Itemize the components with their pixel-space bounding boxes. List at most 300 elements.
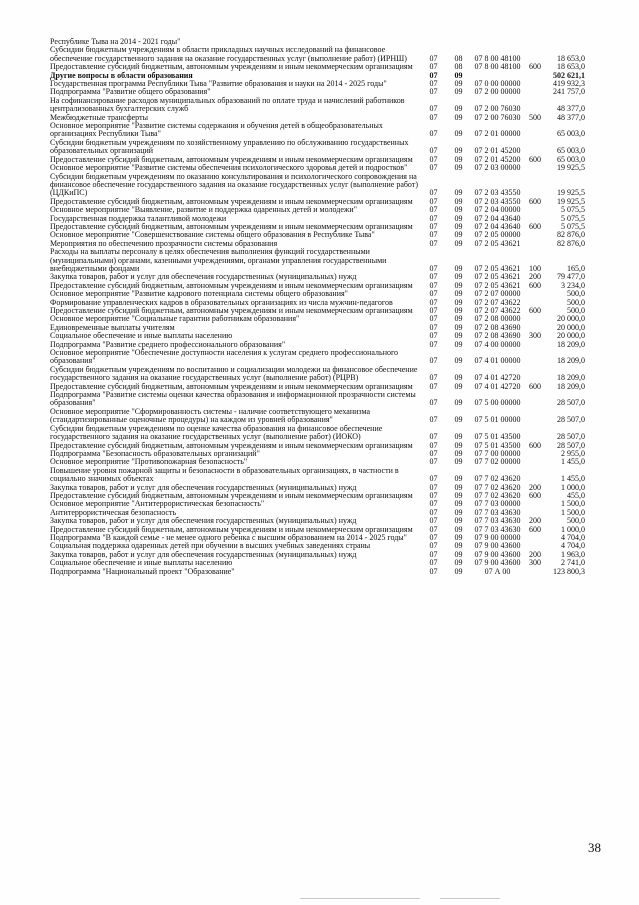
expense-type-code <box>525 349 545 366</box>
target-item-code: 07 9 00 43600 <box>474 558 521 568</box>
expense-type-code <box>525 139 545 156</box>
amount: 18 209,0 <box>557 356 585 366</box>
amount: 1 500,0 <box>561 499 585 509</box>
section-code: 07 <box>429 146 438 156</box>
table-row <box>50 391 585 408</box>
amount: 65 003,0 <box>557 146 585 156</box>
row-description: Основное мероприятие "Развитие системы обеспечения психологического здоровья детей и подростков" <box>50 163 408 173</box>
amount: 455,0 <box>567 490 585 500</box>
subsection-code: 09 <box>454 331 463 341</box>
section-code: 07 <box>429 306 438 315</box>
row-description: Социальное обеспечение и иные выплаты населению <box>50 558 233 568</box>
amount: 28 507,0 <box>557 415 585 425</box>
section-code: 07 <box>429 62 438 72</box>
amount: 500,0 <box>567 289 585 299</box>
row-description: Предоставление субсидий бюджетным, автономным учреждениям и иным некоммерческим организациям <box>50 196 413 206</box>
section-code: 07 <box>429 516 438 526</box>
target-item-code: 07 2 08 43690 <box>474 331 521 341</box>
row-description: Формирование управленческих кадров в образовательных организациях из числа мужчин-педагогов <box>50 297 393 307</box>
table-row <box>50 139 585 156</box>
target-item-code: 07 5 01 43500 <box>474 432 521 442</box>
row-description: Государственная программа Республики Тыва "Развитие образования и науки на 2014 - 2025 годы" <box>50 79 387 89</box>
target-item-code: 07 2 05 43621 <box>474 238 521 248</box>
row-description: Предоставление субсидий бюджетным, автономным учреждениям и иным некоммерческим организациям <box>50 280 413 290</box>
target-item-code: 07 4 00 00000 <box>474 339 521 349</box>
expense-type-code: 600 <box>529 154 541 164</box>
subsection-code: 09 <box>454 490 463 500</box>
amount: 20 000,0 <box>557 331 585 341</box>
section-code: 07 <box>429 104 438 114</box>
target-item-code: 07 4 01 42720 <box>474 373 521 383</box>
expense-type-code <box>525 500 545 508</box>
subsection-code: 09 <box>454 314 463 324</box>
section-code: 07 <box>429 490 438 500</box>
section-code: 07 <box>429 79 438 89</box>
subsection-code: 09 <box>454 196 463 206</box>
amount: 82 876,0 <box>557 230 585 240</box>
subsection-code: 09 <box>454 230 463 240</box>
section-code: 07 <box>429 398 438 408</box>
section-code: 07 <box>429 230 438 240</box>
target-item-code: 07 2 01 45200 <box>474 154 521 164</box>
amount: 1 000,0 <box>561 482 585 492</box>
page-number: 38 <box>588 840 601 855</box>
section-code: 07 <box>429 541 438 551</box>
row-description: Антитеррористическая безопасность <box>50 507 177 517</box>
expense-type-code <box>525 122 545 139</box>
row-description: Другие вопросы в области образования <box>50 70 193 80</box>
section-code <box>420 38 447 46</box>
section-code: 07 <box>429 196 438 206</box>
target-item-code: 07 7 03 43630 <box>474 516 521 526</box>
amount: 1 500,0 <box>561 507 585 517</box>
amount: 65 003,0 <box>557 154 585 164</box>
subsection-code: 09 <box>454 566 463 576</box>
target-item-code: 07 0 00 00000 <box>474 79 521 89</box>
row-description: Подпрограмма "Развитие среднего профессионального образования" <box>50 339 286 349</box>
target-item-code: 07 2 03 00000 <box>474 163 521 173</box>
section-code: 07 <box>429 381 438 391</box>
amount: 1 455,0 <box>561 474 585 484</box>
section-code: 07 <box>429 566 438 576</box>
table-row <box>50 173 585 198</box>
budget-table <box>50 38 585 576</box>
expense-type-code <box>525 88 545 96</box>
expense-type-code: 300 <box>529 558 541 568</box>
amount: 18 209,0 <box>557 381 585 391</box>
table-row <box>50 408 585 425</box>
section-code: 07 <box>429 507 438 517</box>
subsection-code: 09 <box>454 297 463 307</box>
table-row <box>50 349 585 366</box>
amount: 2 955,0 <box>561 448 585 458</box>
section-code: 07 <box>429 448 438 458</box>
subsection-code: 09 <box>454 306 463 315</box>
amount: 3 234,0 <box>561 280 585 290</box>
row-description: Республике Тыва на 2014 - 2021 годы" <box>50 37 181 46</box>
row-description: Государственная поддержка талантливой молодежи <box>50 213 227 223</box>
section-code: 07 <box>429 213 438 223</box>
subsection-code: 09 <box>454 482 463 492</box>
section-code: 07 <box>429 188 438 198</box>
row-description: Подпрограмма "Безопасность образовательных организаций" <box>50 448 260 458</box>
amount: 18 653,0 <box>557 62 585 72</box>
row-description: Мероприятия по обеспечению прозрачности системы образования <box>50 238 278 248</box>
subsection-code: 09 <box>454 381 463 391</box>
section-code: 07 <box>429 263 438 273</box>
section-code: 07 <box>429 314 438 324</box>
section-code: 07 <box>429 373 438 383</box>
amount: 4 704,0 <box>561 532 585 542</box>
target-item-code: 07 7 02 00000 <box>474 457 521 467</box>
target-item-code: 07 2 03 43550 <box>474 188 521 198</box>
expense-type-code <box>525 341 545 349</box>
table-row <box>50 568 585 576</box>
amount: 1 963,0 <box>561 549 585 559</box>
amount: 500,0 <box>567 516 585 526</box>
target-item-code: 07 2 05 43621 <box>474 272 521 282</box>
subsection-code <box>447 38 470 46</box>
amount: 500,0 <box>567 297 585 307</box>
subsection-code: 09 <box>454 129 463 139</box>
amount: 1 455,0 <box>561 457 585 467</box>
target-item-code: 07 8 00 48100 <box>474 53 521 63</box>
expense-type-code <box>525 568 545 576</box>
target-item-code: 07 2 04 43640 <box>474 213 521 223</box>
budget-table-body <box>50 38 585 576</box>
target-item-code: 07 2 01 00000 <box>474 129 521 139</box>
expense-type-code: 600 <box>529 280 541 290</box>
subsection-code: 09 <box>454 524 463 534</box>
target-item-code: 07 2 04 00000 <box>474 205 521 215</box>
row-description: Подпрограмма "Национальный проект "Образование" <box>50 566 235 576</box>
target-item-code: 07 8 00 48100 <box>474 62 521 72</box>
row-description: Основное мероприятие "Совершенствование системы общего образования в Республике Тыва" <box>50 230 375 240</box>
section-code: 07 <box>429 154 438 164</box>
row-description: Повышение уровня пожарной защиты и безопасности в образовательных организациях, в частности в социально значимых объектах <box>50 465 399 484</box>
subsection-code: 09 <box>454 448 463 458</box>
amount: 241 757,0 <box>553 87 585 97</box>
amount: 4 704,0 <box>561 541 585 551</box>
amount: 19 925,5 <box>557 196 585 206</box>
expense-type-code <box>525 240 545 248</box>
target-item-code <box>470 38 525 46</box>
target-item-code: 07 5 01 00000 <box>474 415 521 425</box>
expense-type-code <box>525 97 545 114</box>
target-item-code: 07 7 03 00000 <box>474 499 521 509</box>
target-item-code: 07 7 02 43620 <box>474 490 521 500</box>
row-description: Единовременные выплаты учителям <box>50 322 175 332</box>
expense-type-code <box>525 450 545 458</box>
section-code: 07 <box>429 339 438 349</box>
subsection-code: 09 <box>454 549 463 559</box>
amount: 419 932,3 <box>553 79 585 89</box>
row-description: Межбюджетные трансферты <box>50 112 148 122</box>
section-code: 07 <box>429 280 438 290</box>
table-row <box>50 467 585 484</box>
subsection-code: 09 <box>454 356 463 366</box>
subsection-code: 09 <box>454 263 463 273</box>
expense-type-code: 500 <box>529 112 541 122</box>
expense-type-code <box>525 80 545 88</box>
amount: 82 876,0 <box>557 238 585 248</box>
expense-type-code: 200 <box>529 482 541 492</box>
amount: 28 507,0 <box>557 432 585 442</box>
subsection-code: 09 <box>454 516 463 526</box>
expense-type-code <box>525 38 545 46</box>
row-description: Предоставление субсидий бюджетным, автономным учреждениям и иным некоммерческим организациям <box>50 306 413 315</box>
expense-type-code: 600 <box>529 306 541 315</box>
target-item-code: 07 7 03 43630 <box>474 507 521 517</box>
section-code: 07 <box>429 272 438 282</box>
scan-edge-mark <box>300 898 420 899</box>
target-item-code: 07 2 04 43640 <box>474 221 521 231</box>
amount: 18 653,0 <box>557 53 585 63</box>
expense-type-code: 100 <box>529 263 541 273</box>
expense-type-code <box>525 408 545 425</box>
expense-type-code: 600 <box>529 440 541 450</box>
target-item-code: 07 9 00 00000 <box>474 532 521 542</box>
section-code: 07 <box>429 297 438 307</box>
row-description: Субсидии бюджетным учреждениям по хозяйственному управлению по обслуживанию государственных образовательных организаций <box>50 137 409 156</box>
target-item-code: 07 2 05 43621 <box>474 280 521 290</box>
section-code: 07 <box>429 457 438 467</box>
table-row <box>50 366 585 383</box>
row-description: Субсидии бюджетным учреждениям по оказанию консультирования и психологического сопровождения на финансовое обеспечение государственного задания на оказание государственных услуг (выполнение работ) (ЦДКиПС) <box>50 171 418 198</box>
section-code: 07 <box>429 432 438 442</box>
row-description: Расходы на выплаты персоналу в целях обеспечения выполнения функций государственными (муниципальными) органами, казенными учреждениями, органами управления государственными внебюджетными фондами <box>50 247 387 273</box>
expense-type-code <box>525 72 545 80</box>
expense-type-code <box>525 467 545 484</box>
target-item-code: 07 2 08 43690 <box>474 322 521 332</box>
expense-type-code <box>525 173 545 198</box>
target-item-code: 07 9 00 43600 <box>474 549 521 559</box>
section-code: 07 <box>429 322 438 332</box>
subsection-code: 09 <box>454 221 463 231</box>
expense-type-code: 200 <box>529 516 541 526</box>
amount: 28 507,0 <box>557 440 585 450</box>
amount: 20 000,0 <box>557 314 585 324</box>
target-item-code: 07 7 03 43630 <box>474 524 521 534</box>
target-item-code: 07 2 05 43621 <box>474 263 521 273</box>
section-code: 07 <box>429 440 438 450</box>
target-item-code: 07 2 00 76030 <box>474 104 521 114</box>
subsection-code: 09 <box>454 238 463 248</box>
row-description: Субсидии бюджетным учреждениям по оценке качества образования на финансовое обеспечение государственного задания на оказание государственных услуг (выполнение работ) (ИОКО) <box>50 423 383 442</box>
table-row <box>50 97 585 114</box>
row-description: На софинансирование расходов муниципальных образований по оплате труда и начислений работников централизованных бухгалтерских служб <box>50 95 405 114</box>
row-description: Подпрограмма "В каждой семье - не менее одного ребенка с высшим образованием на 2014 - 2025 годы" <box>50 532 407 542</box>
amount: 18 209,0 <box>557 339 585 349</box>
target-item-code: 07 2 03 43550 <box>474 196 521 206</box>
expense-type-code <box>525 315 545 323</box>
section-code: 07 <box>429 474 438 484</box>
expense-type-code: 600 <box>529 524 541 534</box>
subsection-code: 09 <box>454 432 463 442</box>
target-item-code: 07 А 00 <box>484 566 511 576</box>
section-code: 07 <box>429 524 438 534</box>
amount: 65 003,0 <box>557 129 585 139</box>
subsection-code: 08 <box>454 53 463 63</box>
target-item-code: 07 5 01 43500 <box>474 440 521 450</box>
row-description: Закупка товаров, работ и услуг для обеспечения государственных (муниципальных) нужд <box>50 272 357 282</box>
target-item-code: 07 2 07 43622 <box>474 297 521 307</box>
row-description: Субсидии бюджетным учреждениям по воспитанию и социализации молодежи на финансовое обеспечение государственного задания на оказание государственных услуг (выполнение работ) (РЦРВ) <box>50 364 418 383</box>
row-description: Предоставление субсидий бюджетным, автономным учреждениям и иным некоммерческим организациям <box>50 154 413 164</box>
expense-type-code: 200 <box>529 272 541 282</box>
row-description: Основное мероприятие "Антитеррористическая безопасность" <box>50 499 265 509</box>
amount: 5 075,5 <box>561 205 585 215</box>
section-code: 07 <box>429 70 438 80</box>
target-item-code: 07 2 00 00000 <box>474 87 521 97</box>
row-description: Предоставление субсидий бюджетным, автономным учреждениям и иным некоммерческим организациям <box>50 62 413 72</box>
amount: 20 000,0 <box>557 322 585 332</box>
amount: 5 075,5 <box>561 221 585 231</box>
subsection-code: 09 <box>454 322 463 332</box>
subsection-code: 09 <box>454 280 463 290</box>
section-code: 07 <box>429 532 438 542</box>
expense-type-code <box>525 534 545 542</box>
row-description: Предоставление субсидий бюджетным, автономным учреждениям и иным некоммерческим организациям <box>50 221 413 231</box>
row-description: Предоставление субсидий бюджетным, автономным учреждениям и иным некоммерческим организациям <box>50 524 413 534</box>
row-description: Закупка товаров, работ и услуг для обеспечения государственных (муниципальных) нужд <box>50 516 357 526</box>
row-description: Предоставление субсидий бюджетным, автономным учреждениям и иным некоммерческим организациям <box>50 381 413 391</box>
row-description: Основное мероприятие "Развитие системы содержания и обучения детей в общеобразовательных организациях Республики Тыва" <box>50 121 383 139</box>
section-code: 07 <box>429 205 438 215</box>
target-item-code: 07 7 02 43620 <box>474 482 521 492</box>
table-row <box>50 122 585 139</box>
expense-type-code: 600 <box>529 490 541 500</box>
target-item-code: 07 7 02 43620 <box>474 474 521 484</box>
subsection-code: 09 <box>454 398 463 408</box>
subsection-code: 09 <box>454 532 463 542</box>
target-item-code: 07 2 07 43622 <box>474 306 521 315</box>
amount: 48 377,0 <box>557 104 585 114</box>
subsection-code: 09 <box>454 154 463 164</box>
expense-type-code <box>525 458 545 466</box>
row-description: Предоставление субсидий бюджетным, автономным учреждениям и иным некоммерческим организациям <box>50 440 413 450</box>
row-description: Закупка товаров, работ и услуг для обеспечения государственных (муниципальных) нужд <box>50 549 357 559</box>
row-description: Основное мероприятие "Сформированность системы - наличие соответствующего механизма (стандартизированные оценочные процедуры) на каждом из уровней образования" <box>50 406 371 425</box>
amount: 19 925,5 <box>557 188 585 198</box>
expense-type-code: 600 <box>529 196 541 206</box>
subsection-code: 09 <box>454 70 463 80</box>
subsection-code: 09 <box>454 272 463 282</box>
subsection-code: 09 <box>454 87 463 97</box>
expense-type-code: 200 <box>529 549 541 559</box>
expense-type-code: 600 <box>529 221 541 231</box>
target-item-code: 07 2 05 00000 <box>474 230 521 240</box>
amount <box>545 38 585 46</box>
subsection-code: 09 <box>454 112 463 122</box>
subsection-code: 09 <box>454 146 463 156</box>
amount: 79 477,0 <box>557 272 585 282</box>
expense-type-code <box>525 164 545 172</box>
amount: 28 507,0 <box>557 398 585 408</box>
target-item-code: 07 7 00 00000 <box>474 448 521 458</box>
subsection-code: 09 <box>454 558 463 568</box>
amount: 502 621,1 <box>553 70 585 80</box>
target-item-code: 07 2 01 45200 <box>474 146 521 156</box>
target-item-code: 07 2 00 76030 <box>474 112 521 122</box>
row-description: Закупка товаров, работ и услуг для обеспечения государственных (муниципальных) нужд <box>50 482 357 492</box>
section-code: 07 <box>429 112 438 122</box>
section-code: 07 <box>429 163 438 173</box>
subsection-code: 09 <box>454 104 463 114</box>
row-description: Социальная поддержка одаренных детей при обучении в высших учебных заведениях страны <box>50 541 371 551</box>
subsection-code: 09 <box>454 188 463 198</box>
expense-type-code <box>525 391 545 408</box>
row-description: Социальное обеспечение и иные выплаты населению <box>50 331 233 341</box>
amount: 5 075,5 <box>561 213 585 223</box>
amount: 48 377,0 <box>557 112 585 122</box>
target-item-code: 07 2 08 00000 <box>474 314 521 324</box>
scan-edge-mark <box>440 898 500 899</box>
target-item-code: 07 2 07 00000 <box>474 289 521 299</box>
table-row <box>50 46 585 63</box>
expense-type-code: 600 <box>529 62 541 72</box>
amount: 1 000,0 <box>561 524 585 534</box>
target-item-code: 07 9 00 43600 <box>474 541 521 551</box>
section-code: 07 <box>429 221 438 231</box>
subsection-code: 09 <box>454 289 463 299</box>
amount: 2 741,0 <box>561 558 585 568</box>
subsection-code: 09 <box>454 373 463 383</box>
section-code: 07 <box>429 331 438 341</box>
amount: 500,0 <box>567 306 585 315</box>
section-code: 07 <box>429 238 438 248</box>
subsection-code: 09 <box>454 339 463 349</box>
amount: 19 925,5 <box>557 163 585 173</box>
target-item-code: 07 4 01 42720 <box>474 381 521 391</box>
section-code: 07 <box>429 289 438 299</box>
subsection-code: 09 <box>454 79 463 89</box>
subsection-code: 09 <box>454 457 463 467</box>
section-code: 07 <box>429 415 438 425</box>
expense-type-code: 600 <box>529 381 541 391</box>
subsection-code: 09 <box>454 415 463 425</box>
expense-type-code <box>525 425 545 442</box>
subsection-code: 09 <box>454 499 463 509</box>
expense-type-code: 300 <box>529 331 541 341</box>
subsection-code: 08 <box>454 62 463 72</box>
section-code: 07 <box>429 482 438 492</box>
expense-type-code <box>525 290 545 298</box>
section-code: 07 <box>429 53 438 63</box>
row-description: Основное мероприятие "Развитие кадрового потенциала системы общего образования" <box>50 289 348 299</box>
section-code: 07 <box>429 356 438 366</box>
target-item-code: 07 4 01 00000 <box>474 356 521 366</box>
row-description: Субсидии бюджетным учреждениям в области прикладных научных исследований на финансовое обеспечение государственного задания на оказание государственных услуг (выполнение работ) (ИРНШ) <box>50 45 407 63</box>
row-description: Основное мероприятие "Обеспечение доступности населения к услугам среднего профессионального образования" <box>50 348 399 366</box>
section-code: 07 <box>429 499 438 509</box>
amount: 165,0 <box>567 263 585 273</box>
expense-type-code <box>525 206 545 214</box>
subsection-code: 09 <box>454 440 463 450</box>
subsection-code: 09 <box>454 474 463 484</box>
subsection-code: 09 <box>454 205 463 215</box>
expense-type-code <box>525 231 545 239</box>
amount: 18 209,0 <box>557 373 585 383</box>
subsection-code: 09 <box>454 507 463 517</box>
amount: 123 800,3 <box>553 566 585 576</box>
expense-type-code <box>525 46 545 63</box>
section-code: 07 <box>429 87 438 97</box>
row-description: Подпрограмма "Развитие общего образования" <box>50 87 211 97</box>
row-description: Предоставление субсидий бюджетным, автономным учреждениям и иным некоммерческим организациям <box>50 490 413 500</box>
section-code: 07 <box>429 129 438 139</box>
subsection-code: 09 <box>454 163 463 173</box>
